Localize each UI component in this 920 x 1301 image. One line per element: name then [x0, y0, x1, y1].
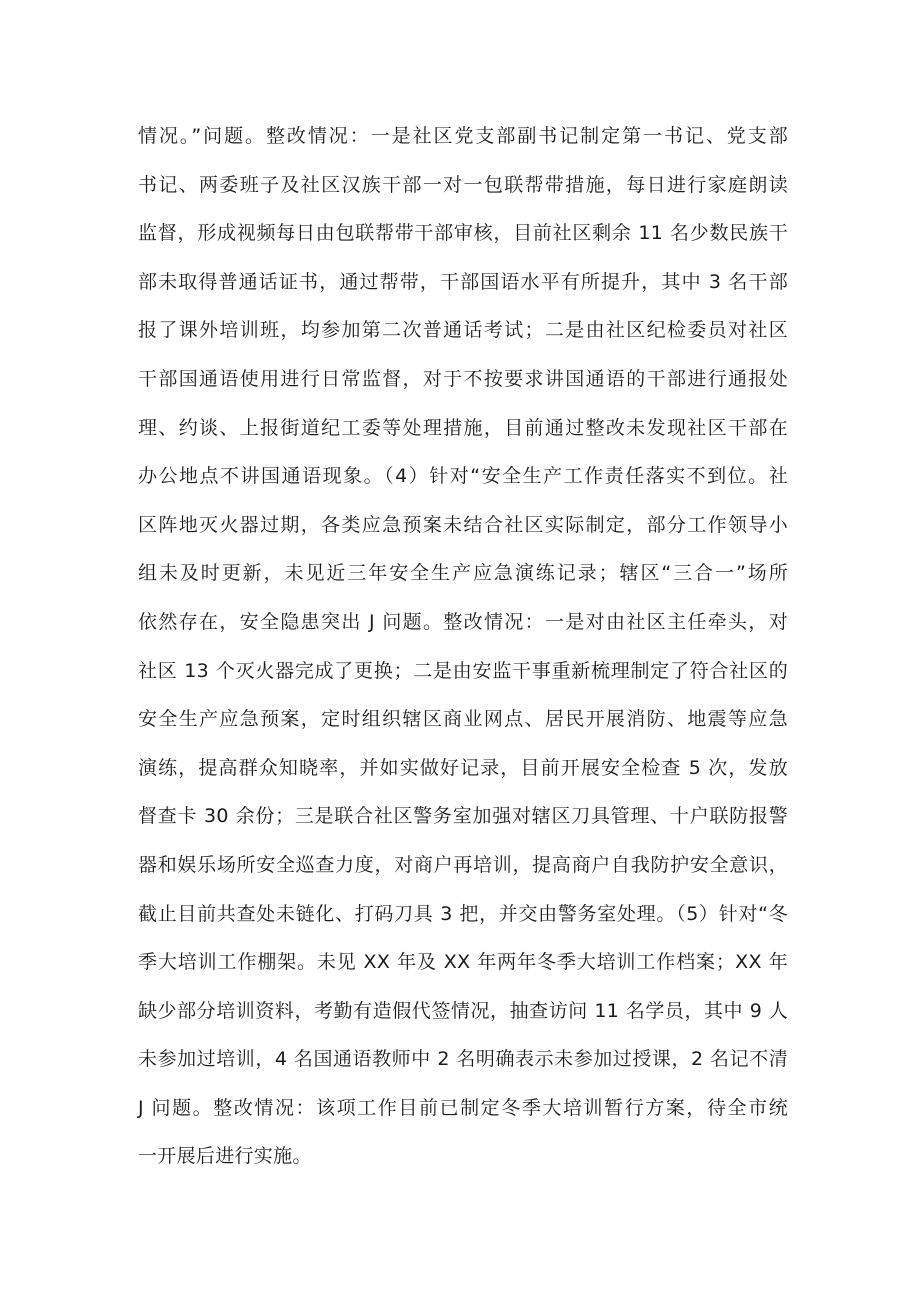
text-line-21: J 问题。整改情况：该项工作目前已制定冬季大培训暂行方案，待全市统	[138, 1096, 788, 1119]
text-line-5: 报了课外培训班，均参加第二次普通话考试；二是由社区纪检委员对社区	[138, 319, 788, 342]
text-line-22: 一开展后进行实施。	[138, 1145, 312, 1168]
text-line-9: 区阵地灭火器过期，各类应急预案未结合社区实际制定，部分工作领导小	[138, 513, 788, 536]
text-line-18: 季大培训工作棚架。未见 XX 年及 XX 年两年冬季大培训工作档案；XX 年	[138, 951, 788, 974]
text-line-7: 理、约谈、上报街道纪工委等处理措施，目前通过整改未发现社区干部在	[138, 416, 788, 439]
text-line-16: 器和娱乐场所安全巡查力度，对商户再培训，提高商户自我防护安全意识，	[138, 853, 788, 876]
text-line-15: 督查卡 30 余份；三是联合社区警务室加强对辖区刀具管理、十户联防报警	[138, 805, 788, 828]
text-line-14: 演练，提高群众知晓率，并如实做好记录，目前开展安全检查 5 次，发放	[138, 756, 788, 779]
text-line-3: 监督，形成视频每日由包联帮带干部审核，目前社区剩余 11 名少数民族干	[138, 222, 788, 245]
text-line-12: 社区 13 个灭火器完成了更换；二是由安监干事重新梳理制定了符合社区的	[138, 659, 788, 682]
text-line-13: 安全生产应急预案，定时组织辖区商业网点、居民开展消防、地震等应急	[138, 708, 788, 731]
text-line-2: 书记、两委班子及社区汉族干部一对一包联帮带措施，每日进行家庭朗读	[138, 173, 788, 196]
text-line-6: 干部国通语使用进行日常监督，对于不按要求讲国通语的干部进行通报处	[138, 367, 788, 390]
text-line-20: 未参加过培训，4 名国通语教师中 2 名明确表示未参加过授课，2 名记不清	[138, 1048, 788, 1071]
text-line-8: 办公地点不讲国通语现象。（4）针对“安全生产工作责任落实不到位。社	[138, 465, 788, 488]
text-line-4: 部未取得普通话证书，通过帮带，干部国语水平有所提升，其中 3 名干部	[138, 270, 788, 293]
body-text	[138, 112, 788, 1181]
text-line-1: 情况。”问题。整改情况：一是社区党支部副书记制定第一书记、党支部	[138, 125, 788, 147]
text-line-17: 截止目前共查处未链化、打码刀具 3 把，并交由警务室处理。（5）针对“冬	[138, 902, 788, 925]
text-line-10: 组未及时更新，未见近三年安全生产应急演练记录；辖区“三合一”场所	[138, 562, 788, 585]
text-line-11: 依然存在，安全隐患突出 J 问题。整改情况：一是对由社区主任牵头，对	[138, 610, 788, 633]
text-line-19: 缺少部分培训资料，考勤有造假代签情况，抽查访问 11 名学员，其中 9 人	[138, 999, 788, 1022]
